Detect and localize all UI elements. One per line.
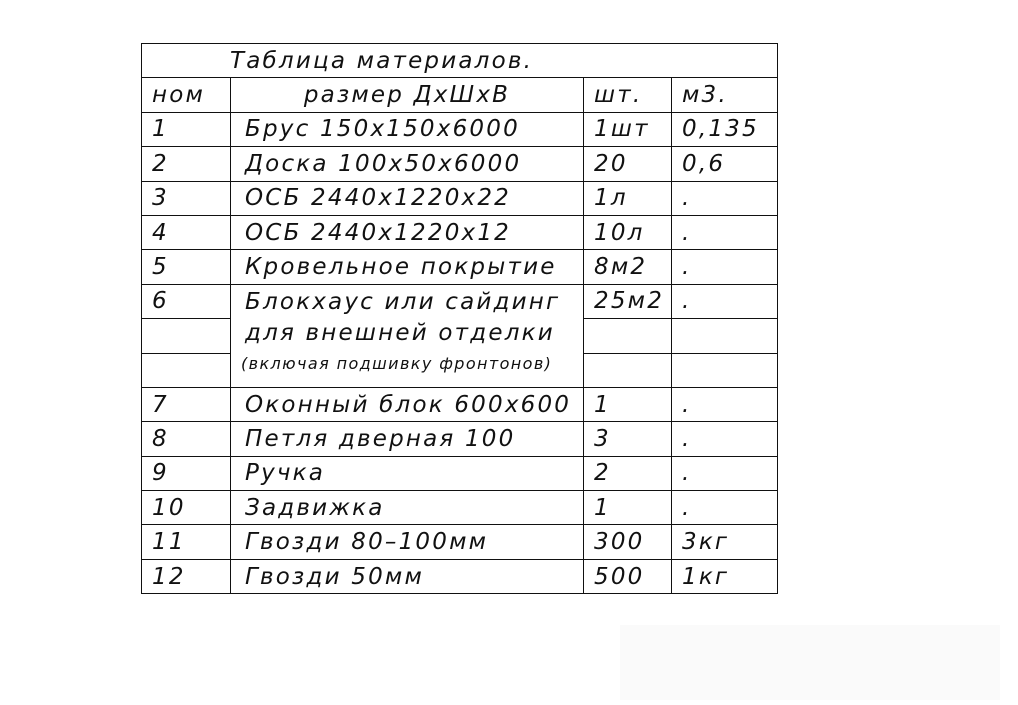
row-qty: 25м2 — [584, 284, 672, 318]
empty-cell — [142, 319, 231, 353]
row-vol: 0,6 — [672, 147, 778, 181]
row-qty: 8м2 — [584, 250, 672, 284]
table-row — [142, 491, 778, 525]
faint-background-patch — [620, 625, 1000, 700]
header-row — [142, 78, 778, 112]
row-num: 12 — [142, 559, 231, 593]
table-row — [142, 387, 778, 421]
table-row — [142, 181, 778, 215]
row-num: 6 — [142, 284, 231, 318]
row-qty: 1 — [584, 491, 672, 525]
row-num: 10 — [142, 491, 231, 525]
row-qty: 3 — [584, 422, 672, 456]
row-vol: . — [672, 491, 778, 525]
row-qty: 1 — [584, 387, 672, 421]
row-num: 7 — [142, 387, 231, 421]
row-vol: . — [672, 215, 778, 249]
row-vol: 3кг — [672, 525, 778, 559]
row-num: 2 — [142, 147, 231, 181]
table-title: Таблица материалов. — [142, 44, 778, 78]
row-vol: . — [672, 250, 778, 284]
row-name: Оконный блок 600х600 — [231, 387, 584, 421]
row-name-multiline — [231, 284, 584, 387]
row-name-note: (включая подшивку фронтонов) — [241, 353, 553, 373]
empty-cell — [672, 353, 778, 387]
row-num: 9 — [142, 456, 231, 490]
row-vol: 0,135 — [672, 112, 778, 146]
header-vol: м3. — [672, 78, 778, 112]
row-qty: 300 — [584, 525, 672, 559]
header-size: размер ДхШхВ — [231, 78, 584, 112]
table-row — [142, 112, 778, 146]
empty-cell — [584, 353, 672, 387]
row-name-line1: Блокхаус или сайдинг — [245, 288, 561, 315]
row-num: 5 — [142, 250, 231, 284]
table-row — [142, 456, 778, 490]
empty-cell — [142, 353, 231, 387]
empty-cell — [672, 319, 778, 353]
row-qty: 1шт — [584, 112, 672, 146]
table-row — [142, 250, 778, 284]
header-num: ном — [142, 78, 231, 112]
row-name: Кровельное покрытие — [231, 250, 584, 284]
row-num: 3 — [142, 181, 231, 215]
empty-cell — [584, 319, 672, 353]
title-row — [142, 44, 778, 78]
table-row — [142, 525, 778, 559]
row-name: Задвижка — [231, 491, 584, 525]
row-qty: 1л — [584, 181, 672, 215]
row-name: Ручка — [231, 456, 584, 490]
table-row — [142, 422, 778, 456]
row-vol: . — [672, 284, 778, 318]
row-num: 1 — [142, 112, 231, 146]
row-qty: 20 — [584, 147, 672, 181]
table-row — [142, 147, 778, 181]
row-vol: 1кг — [672, 559, 778, 593]
row-vol: . — [672, 181, 778, 215]
row-num: 11 — [142, 525, 231, 559]
row-name: Гвозди 80–100мм — [231, 525, 584, 559]
row-vol: . — [672, 456, 778, 490]
table-row — [142, 559, 778, 593]
row-name: Петля дверная 100 — [231, 422, 584, 456]
row-num: 8 — [142, 422, 231, 456]
row-name: Брус 150х150х6000 — [231, 112, 584, 146]
materials-sheet — [141, 43, 778, 594]
row-name: ОСБ 2440х1220х12 — [231, 215, 584, 249]
row-qty: 10л — [584, 215, 672, 249]
row-name: Доска 100х50х6000 — [231, 147, 584, 181]
table-row — [142, 215, 778, 249]
row-qty: 500 — [584, 559, 672, 593]
table-row-multiline — [142, 284, 778, 318]
row-num: 4 — [142, 215, 231, 249]
row-vol: . — [672, 422, 778, 456]
header-qty: шт. — [584, 78, 672, 112]
row-name-line2: для внешней отделки — [245, 319, 555, 346]
row-qty: 2 — [584, 456, 672, 490]
materials-table — [141, 43, 778, 594]
row-vol: . — [672, 387, 778, 421]
row-name: ОСБ 2440х1220х22 — [231, 181, 584, 215]
row-name: Гвозди 50мм — [231, 559, 584, 593]
